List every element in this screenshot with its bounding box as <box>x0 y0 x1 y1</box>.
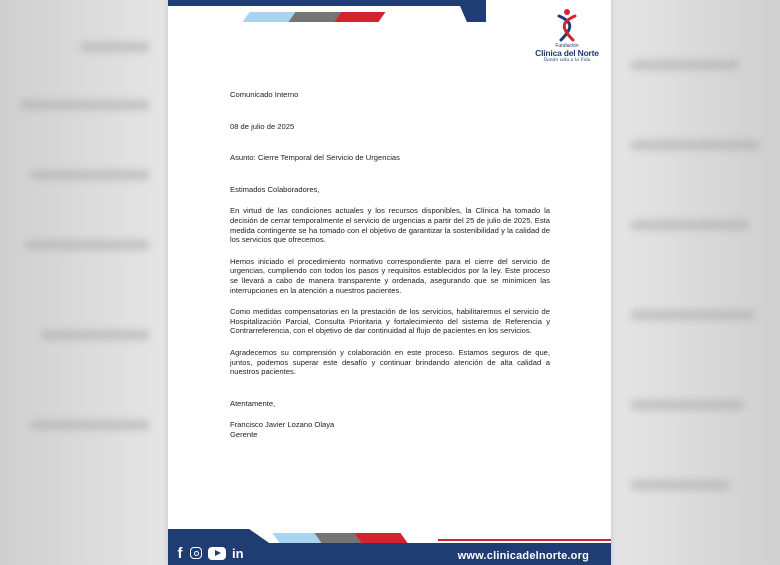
blur-decoration <box>20 100 150 110</box>
blur-decoration <box>40 330 150 340</box>
letter-footer <box>168 529 611 565</box>
logo-foundation-text: Fundación <box>555 43 579 49</box>
header-navy-line <box>168 0 468 6</box>
blur-decoration <box>630 220 750 230</box>
blur-decoration <box>630 140 760 150</box>
letter-paragraph: Hemos iniciado el procedimiento normativo correspondiente para el cierre del servicio de urgencias, cumpliendo con todos los pasos y requisitos establecidos por la ley. Este proceso se llevará a cabo de manera transparente y ordenada, asegurando que se minimicen las interrupciones en la atención a nuestros pacientes. <box>230 256 550 295</box>
blur-decoration <box>630 60 740 70</box>
blur-decoration <box>30 420 150 430</box>
letter-page <box>168 0 611 565</box>
blur-decoration <box>80 42 150 52</box>
blur-decoration <box>630 480 730 490</box>
youtube-icon[interactable] <box>208 547 226 560</box>
letter-closing: Atentamente, <box>230 398 276 408</box>
letter-subject: Asunto: Cierre Temporal del Servicio de Urgencias <box>230 153 400 163</box>
logo-clinic-name: Clínica del Norte <box>535 48 599 58</box>
blur-decoration <box>630 310 755 320</box>
signer-title: Gerente <box>230 429 258 439</box>
letter-body <box>230 90 550 439</box>
signer-name: Francisco Javier Lozano Olaya <box>230 420 335 430</box>
linkedin-icon[interactable]: in <box>232 545 244 561</box>
logo-tagline: Dando vida a la Vida <box>543 58 591 63</box>
header-red-stripe <box>334 12 385 22</box>
letter-paragraph: Agradecemos su comprensión y colaboración en este proceso. Estamos seguros de que, juntos, podemos superar este desafío y continuar brindando atención de alta calidad a nuestros pacientes. <box>230 347 550 377</box>
letter-date: 08 de julio de 2025 <box>230 121 295 131</box>
instagram-icon[interactable] <box>190 547 202 559</box>
social-icons <box>176 545 244 561</box>
blur-decoration <box>25 240 150 250</box>
website-link[interactable]: www.clinicadelnorte.org <box>457 550 589 562</box>
letter-paragraph: Como medidas compensatorias en la prestación de los servicios, habilitaremos el servicio de Hospitalización Parcial, Consulta Prioritaria y fortalecimiento del sistema de Referencia y Contrarreferencia, con el objetivo de dar continuidad al flujo de pacientes en los servicios. <box>230 307 550 336</box>
footer-red-stripe <box>354 533 407 543</box>
letter-header: Comunicado Interno <box>230 90 299 99</box>
clinic-logo <box>528 8 606 64</box>
letter-greeting: Estimados Colaboradores, <box>230 184 320 194</box>
footer-red-line <box>438 539 611 541</box>
facebook-icon[interactable]: f <box>177 544 183 562</box>
letter-paragraph: En virtud de las condiciones actuales y los recursos disponibles, la Clínica ha tomado la decisión de cerrar temporalmente el servicio de urgencias a partir del 25 de julio de 2025. Esta medida contingente se ha tomado con el objetivo de garantizar la sostenibilidad y la calidad de los servicios que ofrecemos. <box>230 206 550 245</box>
blur-decoration <box>30 170 150 180</box>
dna-ribbon-icon <box>553 8 581 42</box>
blur-decoration <box>630 400 745 410</box>
